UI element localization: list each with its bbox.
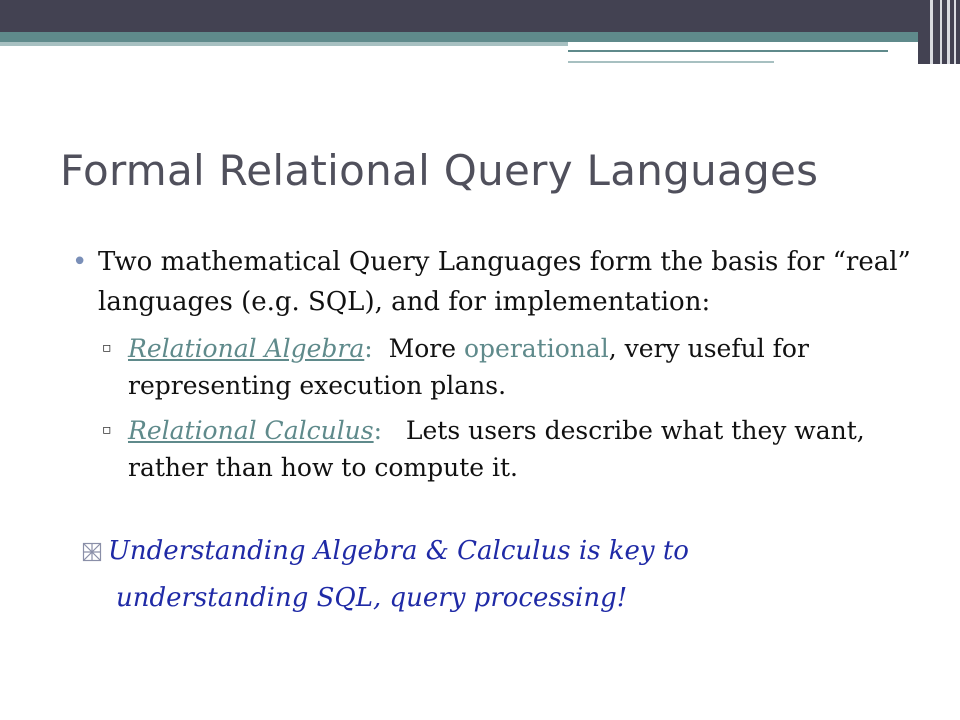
- slide-title: Formal Relational Query Languages: [60, 146, 819, 195]
- sub-bullet-text: More: [372, 334, 464, 363]
- header-stripe: [947, 0, 950, 64]
- term-colon: :: [364, 334, 373, 363]
- header-band-teal-light: [0, 42, 568, 46]
- square-bullet-icon: ▫: [102, 422, 112, 438]
- sub-bullet-calculus: [72, 412, 912, 486]
- callout-line-1: Understanding Algebra & Calculus is key to: [108, 536, 689, 566]
- header-step-line: [568, 50, 888, 52]
- header-band-teal: [0, 32, 960, 42]
- square-bullet-icon: ▫: [102, 340, 112, 356]
- header-stripe: [930, 0, 933, 64]
- star-bullet-icon: [82, 542, 102, 562]
- sub-bullet-text: Lets users describe what they want, rather than how to compute it.: [128, 416, 873, 482]
- callout-line-2: understanding SQL, query processing!: [116, 583, 628, 613]
- term-colon: :: [373, 416, 383, 445]
- key-takeaway-callout: [84, 528, 689, 622]
- header-stripe: [940, 0, 942, 64]
- sub-bullet-text: , very useful for representing execution plans.: [128, 334, 809, 400]
- header-step-line-2: [568, 61, 774, 63]
- sub-bullet-algebra: [72, 330, 912, 404]
- slide-body: [72, 242, 912, 486]
- header-stripe: [954, 0, 956, 64]
- main-bullet-text: Two mathematical Query Languages form the basis for “real” languages (e.g. SQL), and for implementation:: [98, 247, 911, 317]
- highlight-operational: operational: [463, 334, 609, 363]
- main-bullet: [72, 242, 912, 322]
- term-relational-algebra: Relational Algebra: [128, 334, 365, 363]
- header-band-dark: [0, 0, 960, 32]
- term-relational-calculus: Relational Calculus: [128, 416, 374, 445]
- bullet-dot-icon: •: [72, 247, 88, 277]
